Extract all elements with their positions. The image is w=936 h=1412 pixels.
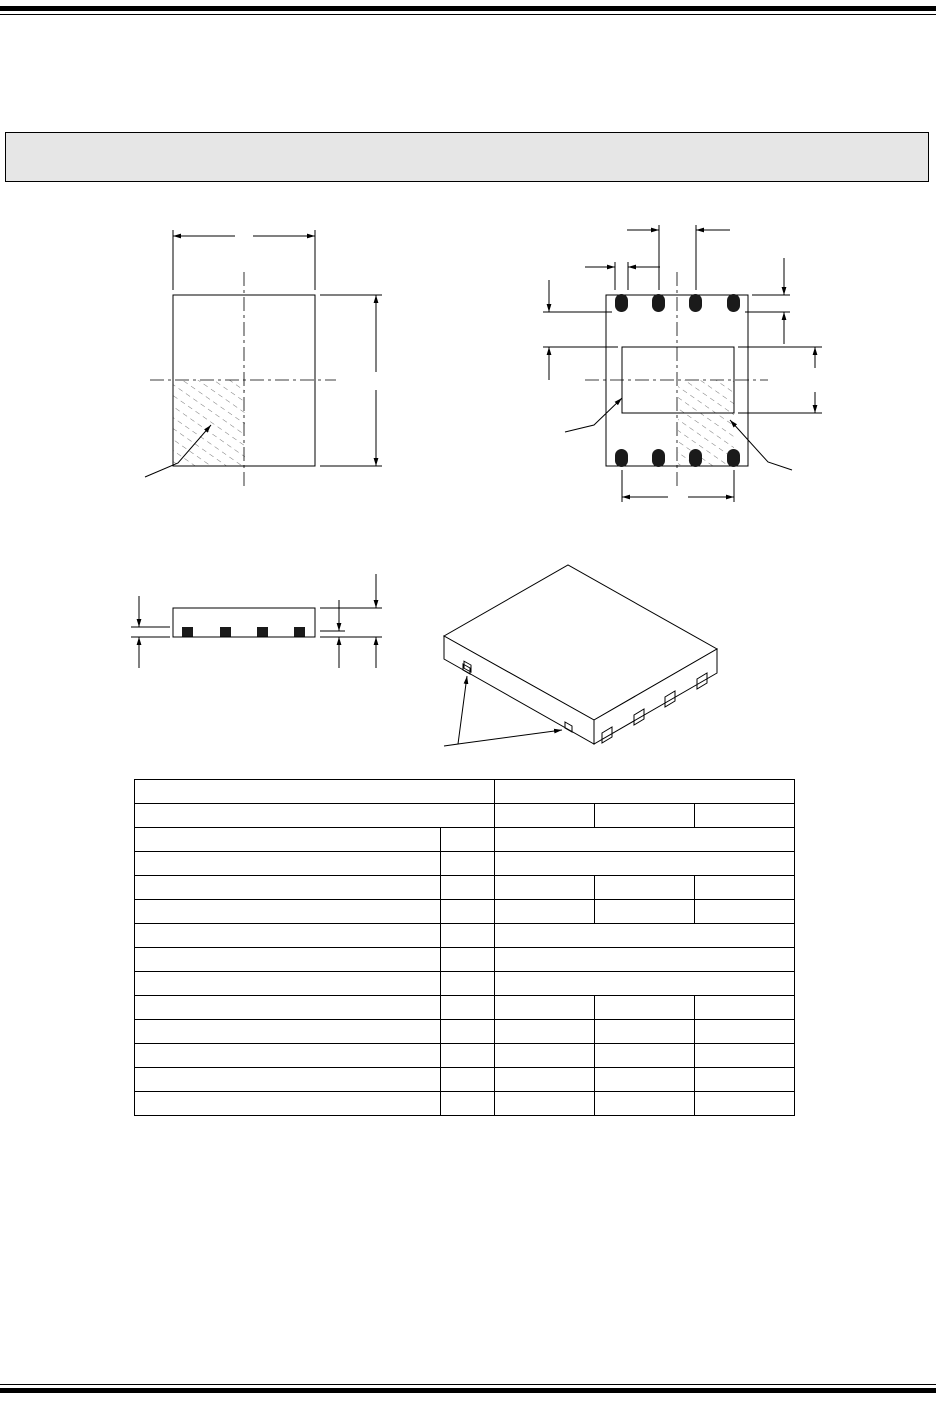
table-row [135, 852, 795, 876]
table-row [135, 1068, 795, 1092]
isometric-view [444, 565, 717, 746]
side-view [131, 574, 382, 668]
dimensions-table [134, 779, 795, 1116]
table-row [135, 948, 795, 972]
table-row [135, 996, 795, 1020]
table-row [135, 1092, 795, 1116]
top-view [145, 230, 382, 486]
bottom-rule-thin [0, 1384, 936, 1385]
table-header-row [135, 804, 795, 828]
bottom-view [543, 225, 822, 502]
side-view-body [173, 608, 315, 637]
table-header-row [135, 780, 795, 804]
bottom-view-pads-top [615, 294, 740, 312]
bottom-rule-thick [0, 1388, 936, 1393]
table-row [135, 972, 795, 996]
pin1-index-area [173, 380, 245, 466]
exposed-pad-index [678, 380, 734, 466]
table-row [135, 924, 795, 948]
table-row [135, 876, 795, 900]
table-row [135, 828, 795, 852]
side-view-pads [182, 627, 305, 637]
table-row [135, 1020, 795, 1044]
table-row [135, 1044, 795, 1068]
table-row [135, 900, 795, 924]
